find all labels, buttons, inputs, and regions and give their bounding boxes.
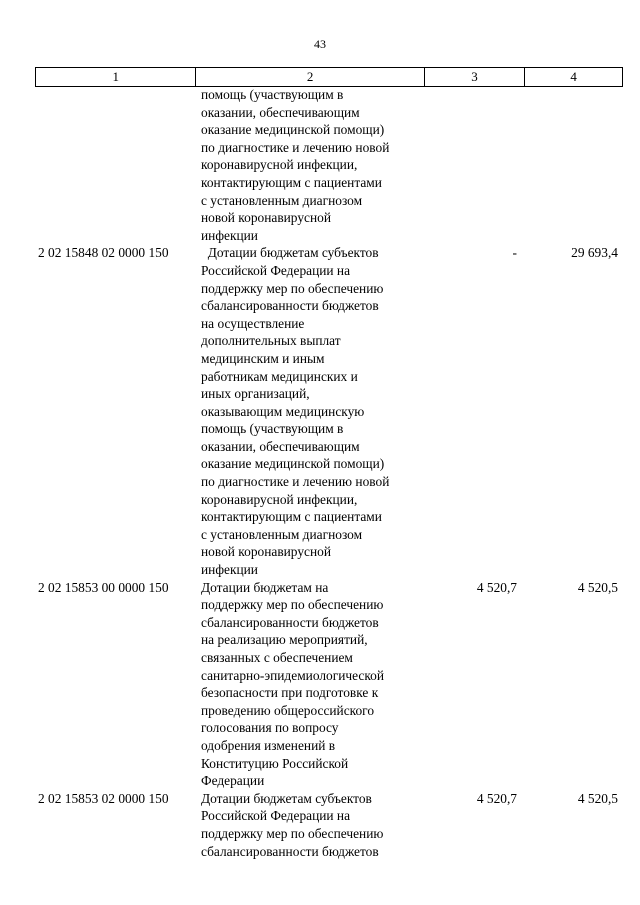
description-line: Дотации бюджетам субъектов: [201, 790, 372, 806]
budget-description: [201, 86, 421, 244]
description-line: поддержку мер по обеспечению: [201, 825, 384, 841]
description-line: связанных с обеспечением: [201, 650, 353, 665]
description-line: санитарно-эпидемиологической: [201, 667, 385, 683]
description-line: медицинским и иным: [201, 350, 325, 366]
description-line: Российской Федерации на: [201, 262, 351, 278]
description-line: оказание медицинской помощи): [201, 456, 385, 472]
budget-code: 2 02 15853 02 0000 150: [38, 790, 169, 806]
value-col-4: 29 693,4: [571, 245, 618, 261]
description-line: по диагностике и лечению новой: [201, 139, 390, 155]
description-line: на реализацию мероприятий,: [201, 632, 368, 648]
description-line: Конституцию Российской: [201, 755, 349, 771]
description-line: проведению общероссийского: [201, 702, 375, 718]
header-col-2: 2: [196, 68, 424, 86]
description-line: коронавирусной инфекции,: [201, 157, 358, 173]
value-col-4: 4 520,5: [577, 790, 618, 806]
value-col-4: 4 520,5: [577, 579, 618, 595]
value-col-3: 4 520,7: [476, 579, 517, 595]
description-line: оказание медицинской помощи): [201, 122, 385, 138]
description-line: помощь (участвующим в: [201, 87, 344, 102]
header-col-4: 4: [570, 69, 577, 84]
description-line: сбалансированности бюджетов: [201, 843, 379, 859]
budget-description: [201, 244, 421, 578]
description-line: по диагностике и лечению новой: [201, 474, 390, 490]
table-body: [0, 86, 640, 860]
budget-code: 2 02 15853 00 0000 150: [38, 579, 169, 595]
description-line: работникам медицинских и: [201, 368, 358, 384]
description-line: оказании, обеспечивающим: [201, 104, 360, 120]
table-header: [35, 67, 623, 87]
description-line: сбалансированности бюджетов: [201, 298, 379, 314]
description-line: инфекции: [201, 227, 258, 243]
table-row: [0, 86, 640, 244]
description-line: новой коронавирусной: [201, 210, 331, 226]
description-line: контактирующим с пациентами: [201, 509, 382, 525]
description-line: инфекции: [201, 562, 258, 578]
value-col-3: -: [512, 245, 517, 261]
description-line: Дотации бюджетам на: [201, 579, 329, 595]
description-line: сбалансированности бюджетов: [201, 614, 379, 630]
table-row: [0, 244, 640, 578]
description-line: коронавирусной инфекции,: [201, 491, 358, 507]
description-line: новой коронавирусной: [201, 544, 331, 560]
description-line: Российской Федерации на: [201, 808, 351, 824]
budget-code: 2 02 15848 02 0000 150: [38, 245, 169, 261]
budget-description: [201, 790, 421, 860]
description-line: на осуществление: [201, 315, 305, 331]
description-line: оказывающим медицинскую: [201, 403, 365, 419]
budget-description: [201, 579, 421, 790]
header-col-1: 1: [36, 68, 196, 86]
description-line: Федерации: [201, 773, 265, 789]
description-line: помощь (участвующим в: [201, 421, 344, 437]
description-line: поддержку мер по обеспечению: [201, 597, 384, 613]
description-line: одобрения изменений в: [201, 737, 336, 753]
description-line: дополнительных выплат: [201, 333, 341, 349]
page-number: 43: [314, 37, 326, 51]
description-line: иных организаций,: [201, 386, 310, 402]
description-line: безопасности при подготовке к: [201, 685, 379, 701]
description-line: с установленным диагнозом: [201, 526, 363, 542]
description-line: с установленным диагнозом: [201, 192, 363, 208]
value-col-3: 4 520,7: [476, 790, 517, 806]
description-line: голосования по вопросу: [201, 720, 339, 736]
description-line: Дотации бюджетам субъектов: [201, 245, 379, 261]
description-line: контактирующим с пациентами: [201, 174, 382, 190]
description-line: поддержку мер по обеспечению: [201, 280, 384, 296]
table-row: [0, 579, 640, 790]
description-line: оказании, обеспечивающим: [201, 438, 360, 454]
header-col-3: 3: [425, 68, 526, 86]
table-row: [0, 790, 640, 860]
